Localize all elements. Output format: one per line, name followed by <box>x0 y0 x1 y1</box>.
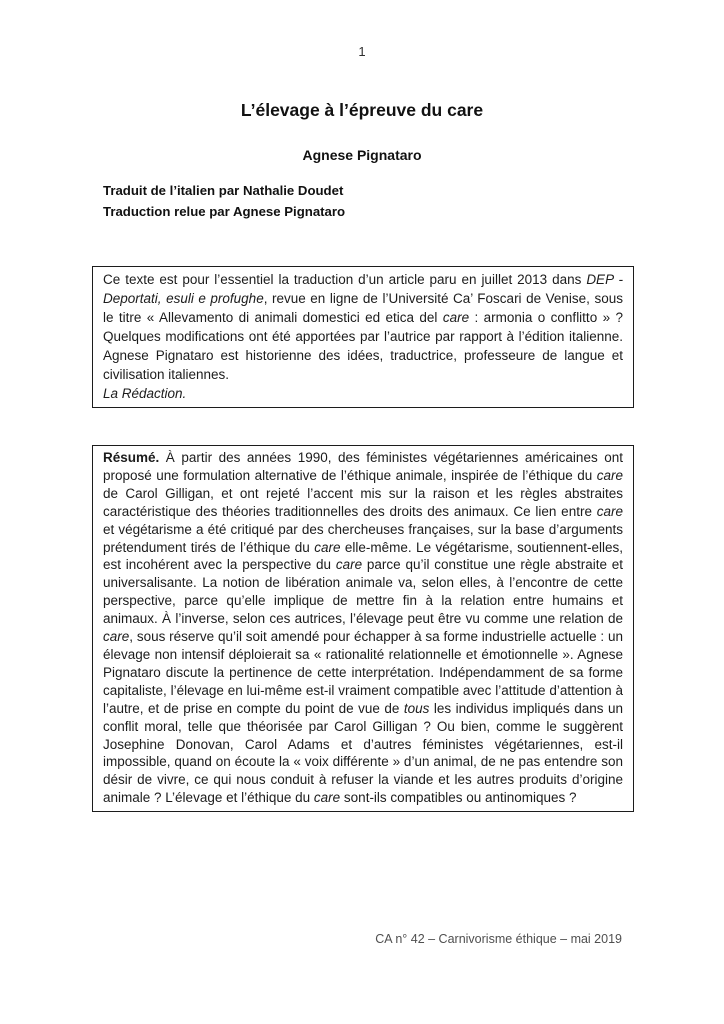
editorial-note-signature: La Rédaction. <box>103 386 187 401</box>
editorial-note-box <box>92 266 634 408</box>
revision-credit-line: Traduction relue par Agnese Pignataro <box>103 203 346 219</box>
author-name: Agnese Pignataro <box>302 147 422 163</box>
translation-credits <box>103 181 345 222</box>
editorial-note-text: Ce texte est pour l’essentiel la traduction d’un article paru en juillet 2013 dans DEP - Deportati, esuli e profughe, revue en ligne de l’Université Ca’ Foscari de Venise, sous le titre « Allevamento di animali domestici ed etica del care : armonia o conflitto » ? Quelques modifications ont été apportées par l’autrice par rapport à l’édition italienne. Agnese Pignataro est historienne des idées, traductrice, professeure de langue et civilisation italiennes. <box>103 272 623 382</box>
translator-credit-line: Traduit de l’italien par Nathalie Doudet <box>103 183 344 198</box>
abstract-box <box>92 445 634 812</box>
footer-journal-line: CA n° 42 – Carnivorisme éthique – mai 2019 <box>375 932 622 946</box>
abstract-text: Résumé. À partir des années 1990, des féministes végétariennes américaines ont proposé une formulation alternative de l’éthique animale, inspirée de l’éthique du care de Carol Gilligan, et ont rejeté l’accent mis sur la raison et les règles abstraites caractéristique des théories traditionnelles des droits des animaux. Ce lien entre care et végétarisme a été critiqué par des chercheuses françaises, sur la base d’arguments prétendument tirés de l’éthique du care elle-même. Le végétarisme, soutiennent-elles, est incohérent avec la perspective du care parce qu’il constitue une règle abstraite et universalisante. La notion de libération animale va, selon elles, à l’encontre de cette perspective, parce qu’elle implique de mettre fin à la relation entre humains et animaux. À l’inverse, selon ces autrices, l’élevage peut être vu comme une relation de care, sous réserve qu’il soit amendé pour échapper à sa forme industrielle actuelle : un élevage non intensif déploierait sa « rationalité relationnelle et émotionnelle ». Agnese Pignataro discute la pertinence de cette interprétation. Indépendamment de sa forme capitaliste, l’élevage en lui-même est-il vraiment compatible avec l’attitude d’attention à l’autre, et de prise en compte du point de vue de tous les individus impliqués dans un conflit moral, telle que théorisée par Carol Gilligan ? Ou bien, comme le suggèrent Josephine Donovan, Carol Adams et d’autres féministes végétariennes, est-il impossible, quand on écoute la « voix différente » d’un animal, de ne pas entendre son désir de vivre, ce qui nous conduit à refuser la viande et les autres produits d’origine animale ? L’élevage et l’éthique du care sont-ils compatibles ou antinomiques ? <box>103 450 624 806</box>
article-title: L’élevage à l’épreuve du care <box>240 100 484 120</box>
page-number: 1 <box>358 44 366 59</box>
